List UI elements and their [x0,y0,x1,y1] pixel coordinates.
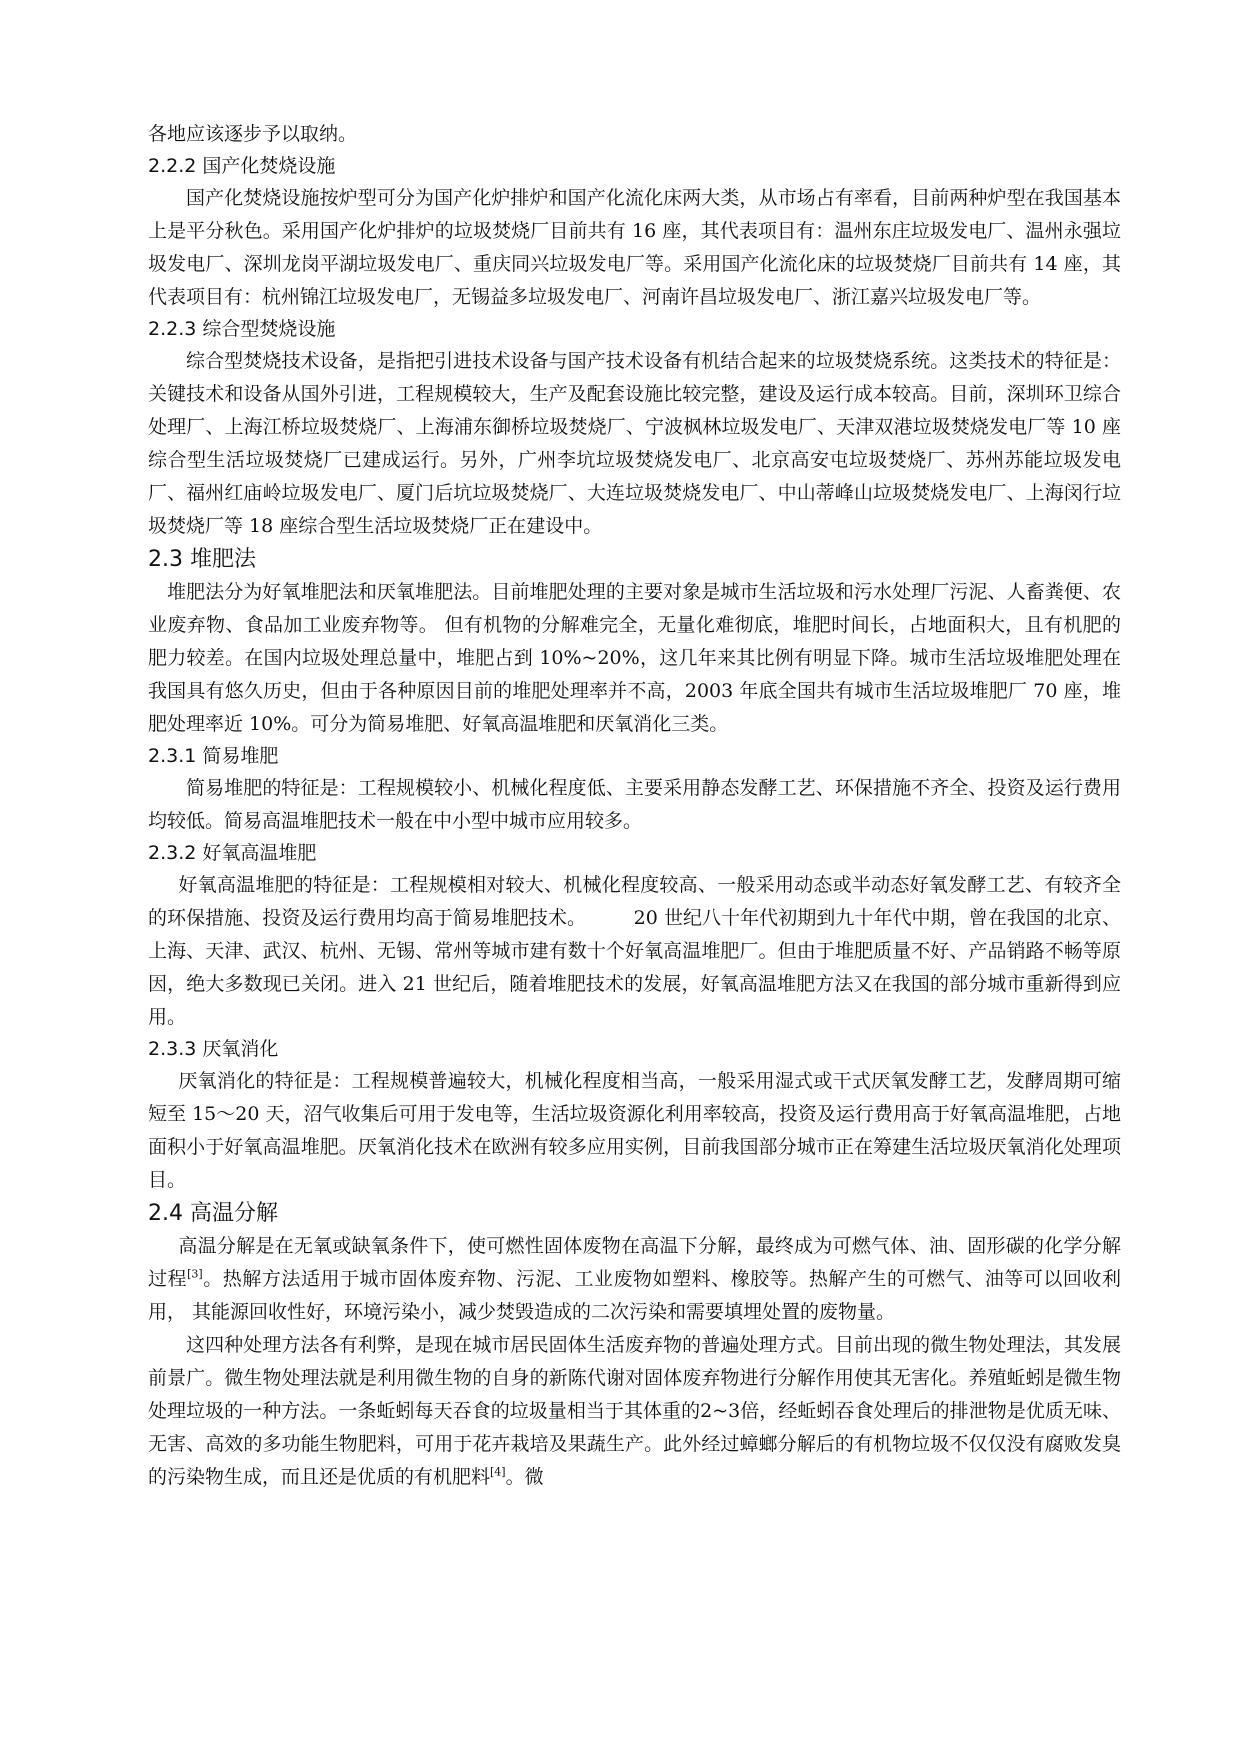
heading-2-3-3: 2.3.3 厌氧消化 [148,1038,279,1060]
heading-2-3-1: 2.3.1 简易堆肥 [148,745,279,767]
pyrolysis-text-b: 。热解方法适用于城市固体废弃物、污泥、工业废物如塑料、橡胶等。热解产生的可燃气、油等可以回收利用， 其能源回收性好，环境污染小，减少焚毁造成的二次污染和需要填埋处置的废物量。 [148,1268,1121,1323]
paragraph-simple-composting: 简易堆肥的特征是：工程规模较小、机械化程度低、主要采用静态发酵工艺、环保措施不齐全、投资及运行费用均较低。简易高温堆肥技术一般在中小型中城市应用较多。 [148,777,1121,832]
pyrolysis-text-a: 高温分解是在无氧或缺氧条件下，使可燃性固体废物在高温下分解，最终成为可燃气体、油、固形碳的化学分解过程 [148,1235,1121,1290]
citation-3: [3] [187,1267,203,1281]
heading-2-2-3: 2.2.3 综合型焚烧设施 [148,318,336,340]
paragraph-composting: 堆肥法分为好氧堆肥法和厌氧堆肥法。目前堆肥处理的主要对象是城市生活垃圾和污水处理厂污泥、人畜粪便、农业废弃物、食品加工业废弃物等。 但有机物的分解难完全，无量化难彻底，堆肥时间长，占地面积大，且有机肥的肥力较差。在国内垃圾处理总量中，堆肥占到 10%~20%，这几年来其比例有明显下降。城市生活垃圾堆肥处理在我国具有悠久历史，但由于各种原因目前的堆肥处理率并不高，2003 年底全国共有城市生活垃圾堆肥厂 70 座，堆肥处理率近 10%。可分为简易堆肥、好氧高温堆肥和厌氧消化三类。 [148,581,1121,735]
paragraph-aerobic-composting: 好氧高温堆肥的特征是：工程规模相对较大、机械化程度较高、一般采用动态或半动态好氧发酵工艺、有较齐全的环保措施、投资及运行费用均高于简易堆肥技术。 20 世纪八十年代初期到九十年代中期，曾在我国的北京、上海、天津、武汉、杭州、无锡、常州等城市建有数十个好氧高温堆肥厂。但由于堆肥质量不好、产品销路不畅等原因，绝大多数现已关闭。进入 21 世纪后，随着堆肥技术的发展，好氧高温堆肥方法又在我国的部分城市重新得到应用。 [148,874,1121,1028]
heading-2-3-2: 2.3.2 好氧高温堆肥 [148,842,317,864]
paragraph-integrated-incineration: 综合型焚烧技术设备，是指把引进技术设备与国产技术设备有机结合起来的垃圾焚烧系统。这类技术的特征是：关键技术和设备从国外引进，工程规模较大，生产及配套设施比较完整，建设及运行成本较高。目前，深圳环卫综合处理厂、上海江桥垃圾焚烧厂、上海浦东御桥垃圾焚烧厂、宁波枫林垃圾发电厂、天津双港垃圾焚烧发电厂等 10 座综合型生活垃圾焚烧厂已建成运行。另外，广州李坑垃圾焚烧发电厂、北京高安屯垃圾焚烧厂、苏州苏能垃圾发电厂、福州红庙岭垃圾发电厂、厦门后坑垃圾焚烧厂、大连垃圾焚烧发电厂、中山蒂峰山垃圾焚烧发电厂、上海闵行垃圾焚烧厂等 18 座综合型生活垃圾焚烧厂正在建设中。 [148,350,1121,537]
microbial-text-a: 这四种处理方法各有利弊，是现在城市居民固体生活废弃物的普遍处理方式。目前出现的微生物处理法，其发展前景广。微生物处理法就是利用微生物的自身的新陈代谢对固体废弃物进行分解作用使其无害化。养殖蚯蚓是微生物处理垃圾的一种方法。一条蚯蚓每天吞食的垃圾量相当于其体重的2~3倍，经蚯蚓吞食处理后的排泄物是优质无味、无害、高效的多功能生物肥料，可用于花卉栽培及果蔬生产。此外经过蟑螂分解后的有机物垃圾不仅仅没有腐败发臭的污染物生成，而且还是优质的有机肥料 [148,1334,1121,1488]
paragraph-continuation: 各地应该逐步予以取纳。 [148,123,358,145]
paragraph-pyrolysis [148,1230,1121,1329]
paragraph-domestic-incineration: 国产化焚烧设施按炉型可分为国产化炉排炉和国产化流化床两大类，从市场占有率看，目前两种炉型在我国基本上是平分秋色。采用国产化炉排炉的垃圾焚烧厂目前共有 16 座，其代表项目有：温州东庄垃圾发电厂、温州永强垃圾发电厂、深圳龙岗平湖垃圾发电厂、重庆同兴垃圾发电厂等。采用国产化流化床的垃圾焚烧厂目前共有 14 座，其代表项目有：杭州锦江垃圾发电厂，无锡益多垃圾发电厂、河南许昌垃圾发电厂、浙江嘉兴垃圾发电厂等。 [148,187,1121,308]
citation-4: [4] [490,1465,506,1479]
heading-2-2-2: 2.2.2 国产化焚烧设施 [148,155,336,177]
microbial-text-b: 。微 [505,1466,544,1488]
paragraph-microbial-treatment [148,1329,1121,1494]
paragraph-anaerobic-digestion: 厌氧消化的特征是：工程规模普遍较大，机械化程度相当高，一般采用湿式或干式厌氧发酵工艺，发酵周期可缩短至 15～20 天，沼气收集后可用于发电等，生活垃圾资源化利用率较高，投资及运行费用高于好氧高温堆肥，占地面积小于好氧高温堆肥。厌氧消化技术在欧洲有较多应用实例，目前我国部分城市正在筹建生活垃圾厌氧消化处理项目。 [148,1070,1121,1191]
heading-2-3: 2.3 堆肥法 [148,547,256,572]
heading-2-4: 2.4 高温分解 [148,1201,278,1226]
